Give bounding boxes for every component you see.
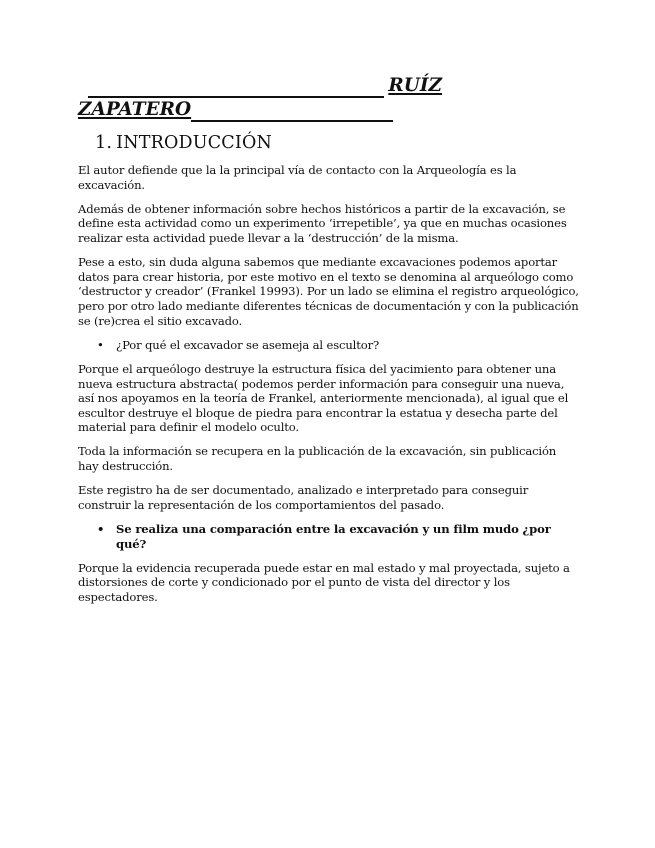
bullet-item-question-2	[78, 522, 580, 551]
title-surname-1: RUÍZ	[388, 75, 442, 96]
bullet-text: ¿Por qué el excavador se asemeja al escultor?	[116, 337, 380, 352]
document-title	[78, 74, 450, 122]
title-line-2	[78, 98, 450, 122]
paragraph: Porque la evidencia recuperada puede estar en mal estado y mal proyectada, sujeto a distorsiones de corte y condicionado por el punto de vista del director y los espectadores.	[78, 560, 570, 604]
section-number: 1.	[95, 133, 113, 153]
bullet-item-question-1	[78, 338, 580, 353]
paragraph: Toda la información se recupera en la publicación de la excavación, sin publicación hay destrucción.	[78, 444, 557, 474]
document-body	[78, 163, 580, 614]
paragraph: Pese a esto, sin duda alguna sabemos que mediante excavaciones podemos aportar datos para crear historia, por este motivo en el texto se denomina al arqueólogo como ‘destructor y creador’ (Frankel 19993). Por un lado se elimina el registro arqueológico, pero por otro lado mediante diferentes técnicas de documentación y con la publicación se (re)crea el sitio excavado.	[78, 255, 579, 328]
bullet-icon: •	[97, 522, 105, 537]
paragraph: Este registro ha de ser documentado, analizado e interpretado para conseguir construir la representación de los comportamientos del pasado.	[78, 483, 529, 512]
title-surname-2: ZAPATERO	[78, 99, 192, 120]
paragraph: El autor defiende que la la principal vía de contacto con la Arqueología es la excavación.	[78, 163, 517, 192]
bullet-icon: •	[97, 337, 104, 352]
bullet-text: Se realiza una comparación entre la excavación y un film mudo ¿por qué?	[116, 522, 551, 551]
title-underline-lead	[88, 78, 384, 98]
title-line-1	[78, 74, 450, 98]
section-heading	[95, 133, 272, 153]
paragraph: Porque el arqueólogo destruye la estructura física del yacimiento para obtener una nueva estructura abstracta( podemos perder información para conseguir una nueva, así nos apoyamos en la teoría de Frankel, anteriormente mencionada), al igual que el escultor destruye el bloque de piedra para encontrar la estatua y desecha parte del material para definir el modelo oculto.	[78, 361, 569, 435]
section-title: INTRODUCCIÓN	[116, 133, 273, 153]
paragraph: Además de obtener información sobre hechos históricos a partir de la excavación, se define esta actividad como un experimento ‘irrepetible’, ya que en muchas ocasiones realizar esta actividad puede llevar a la ‘destrucción’ de la misma.	[78, 201, 567, 245]
title-underline-tail	[191, 102, 393, 122]
